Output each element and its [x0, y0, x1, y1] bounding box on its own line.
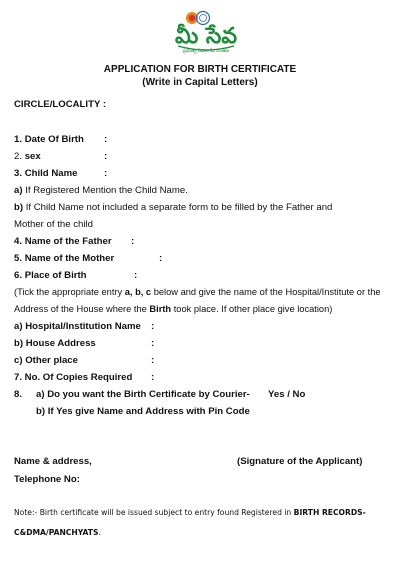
note-line2 — [14, 528, 101, 537]
note-bold: BIRTH RECORDS- — [293, 508, 366, 517]
dob-label: Date Of Birth — [24, 134, 84, 145]
dob-number: 1. — [14, 134, 23, 145]
place-label: Place of Birth — [24, 270, 87, 281]
hospital-option-colon: : — [151, 321, 155, 332]
place-instruction-bold: Birth — [149, 304, 172, 314]
courier-number: 8. — [14, 389, 23, 400]
place-of-birth-field — [14, 270, 87, 281]
place-colon: : — [134, 270, 138, 281]
mother-colon: : — [159, 253, 163, 264]
place-instruction-text: (Tick the appropriate entry — [14, 287, 125, 297]
telephone-label: Telephone No: — [14, 474, 80, 485]
child-note-b-text: If Child Name not included a separate form to be filled by the Father and — [23, 202, 333, 213]
place-instruction-bold: a, b, c — [124, 287, 152, 297]
note-line1 — [14, 508, 366, 517]
mother-name-field — [14, 253, 114, 264]
child-note-b-prefix: b) — [14, 202, 24, 213]
place-number: 6. — [14, 270, 23, 281]
mother-number: 5. — [14, 253, 23, 264]
father-colon: : — [131, 236, 135, 247]
other-option-label: c) Other place — [14, 355, 78, 366]
logo-tagline: ప్రభుత్వ సేవలు మీ చెంతకు — [182, 48, 230, 53]
sex-field — [14, 151, 41, 162]
courier-yes-no: Yes / No — [268, 389, 306, 400]
form-title: APPLICATION FOR BIRTH CERTIFICATE — [103, 64, 297, 75]
child-note-b — [14, 202, 332, 213]
dob-field — [14, 134, 84, 145]
child-name-label: Child Name — [24, 168, 78, 179]
note-text: Note:- Birth certificate will be issued subject to entry found Registered in — [14, 508, 294, 517]
courier-question: a) Do you want the Birth Certificate by Courier- — [36, 389, 250, 400]
child-note-a-text: If Registered Mention the Child Name. — [22, 185, 188, 196]
sex-label: sex — [24, 151, 41, 162]
dob-colon: : — [104, 134, 108, 145]
signature-label: (Signature of the Applicant) — [237, 456, 363, 467]
form-subtitle: (Write in Capital Letters) — [142, 77, 258, 88]
child-note-a — [14, 185, 188, 196]
other-option-colon: : — [151, 355, 155, 366]
father-number: 4. — [14, 236, 23, 247]
logo-wordmark: మీ సేవ — [174, 24, 238, 49]
father-name-field — [14, 236, 112, 247]
place-instruction-text: Address of the House where the — [14, 304, 150, 314]
house-option-label: b) House Address — [14, 338, 96, 349]
mother-label: Name of the Mother — [24, 253, 115, 264]
circle-locality-label: CIRCLE/LOCALITY : — [14, 99, 107, 110]
child-name-field — [14, 168, 77, 179]
place-instruction-text: below and give the name of the Hospital/Institute or the — [151, 287, 381, 297]
sex-number: 2. — [14, 151, 23, 162]
copies-field-label: 7. No. Of Copies Required — [14, 372, 133, 383]
place-instruction-text: took place. If other place give location) — [171, 304, 333, 314]
child-name-colon: : — [104, 168, 108, 179]
hospital-option-label: a) Hospital/Institution Name — [14, 321, 141, 332]
child-note-b-cont: Mother of the child — [14, 219, 93, 230]
copies-colon: : — [151, 372, 155, 383]
name-address-label: Name & address, — [14, 456, 92, 467]
courier-address-instruction: b) If Yes give Name and Address with Pin Code — [36, 406, 250, 417]
note-bold: C&DMA/PANCHYATS — [14, 528, 99, 537]
child-name-number: 3. — [14, 168, 23, 179]
note-text: . — [98, 528, 101, 537]
meeseva-logo — [170, 6, 242, 56]
father-label: Name of the Father — [24, 236, 112, 247]
house-option-colon: : — [151, 338, 155, 349]
place-instruction-line2 — [14, 304, 332, 314]
child-note-a-prefix: a) — [14, 185, 23, 196]
place-instruction-line1 — [14, 287, 381, 297]
sex-colon: : — [104, 151, 108, 162]
